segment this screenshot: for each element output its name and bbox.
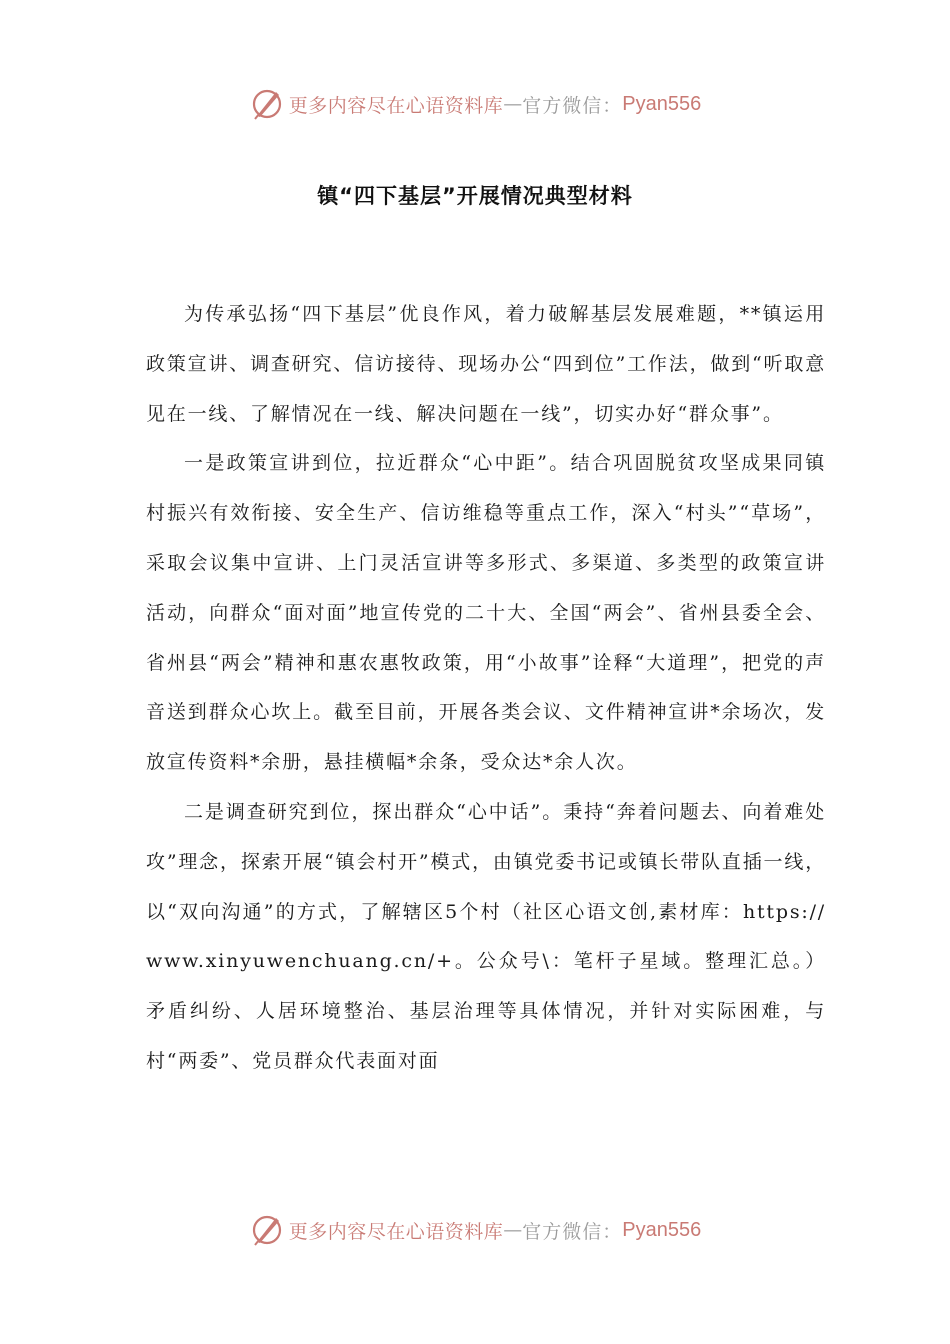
paragraph-research: 二是调查研究到位，探出群众“心中话”。秉持“奔着问题去、向着难处攻”理念，探索开展“镇会村开”模式，由镇党委书记或镇长带队直插一线，以“双向沟通”的方式，了解辖区5个村（社区心语文创,素材库：https://www.xinyuwenchuang.cn/+。公众号\：笔杆子星域。整理汇总。）矛盾纠纷、人居环境整治、基层治理等具体情况，并针对实际困难，与村“两委”、党员群众代表面对面 <box>146 800 826 1072</box>
document-title: 镇“四下基层”开展情况典型材料 <box>317 184 633 208</box>
banner-wechat-id: Pyan556 <box>622 92 702 115</box>
banner-wechat-label: 官方微信： <box>522 94 623 117</box>
footer-banner <box>0 1210 950 1250</box>
banner-slogan: 更多内容尽在心语资料库 <box>288 1220 504 1243</box>
header-banner <box>0 84 950 124</box>
banner-wechat-id: Pyan556 <box>622 1218 702 1241</box>
document-body <box>146 290 826 1087</box>
quill-circle-icon <box>249 86 285 122</box>
paragraph-intro: 为传承弘扬“四下基层”优良作风，着力破解基层发展难题，**镇运用政策宣讲、调查研究、信访接待、现场办公“四到位”工作法，做到“听取意见在一线、了解情况在一线、解决问题在一线”，切实办好“群众事”。 <box>146 303 826 425</box>
banner-slogan: 更多内容尽在心语资料库 <box>288 94 504 117</box>
banner-separator: — <box>503 93 523 115</box>
paragraph-policy: 一是政策宣讲到位，拉近群众“心中距”。结合巩固脱贫攻坚成果同镇村振兴有效衔接、安全生产、信访维稳等重点工作，深入“村头”“草场”，采取会议集中宣讲、上门灵活宣讲等多形式、多渠道、多类型的政策宣讲活动，向群众“面对面”地宣传党的二十大、全国“两会”、省州县委全会、省州县“两会”精神和惠农惠牧政策，用“小故事”诠释“大道理”，把党的声音送到群众心坎上。截至目前，开展各类会议、文件精神宣讲*余场次，发放宣传资料*余册，悬挂横幅*余条，受众达*余人次。 <box>146 452 826 774</box>
banner-separator: — <box>503 1219 523 1241</box>
quill-circle-icon <box>249 1212 285 1248</box>
banner-wechat-label: 官方微信： <box>522 1220 623 1243</box>
